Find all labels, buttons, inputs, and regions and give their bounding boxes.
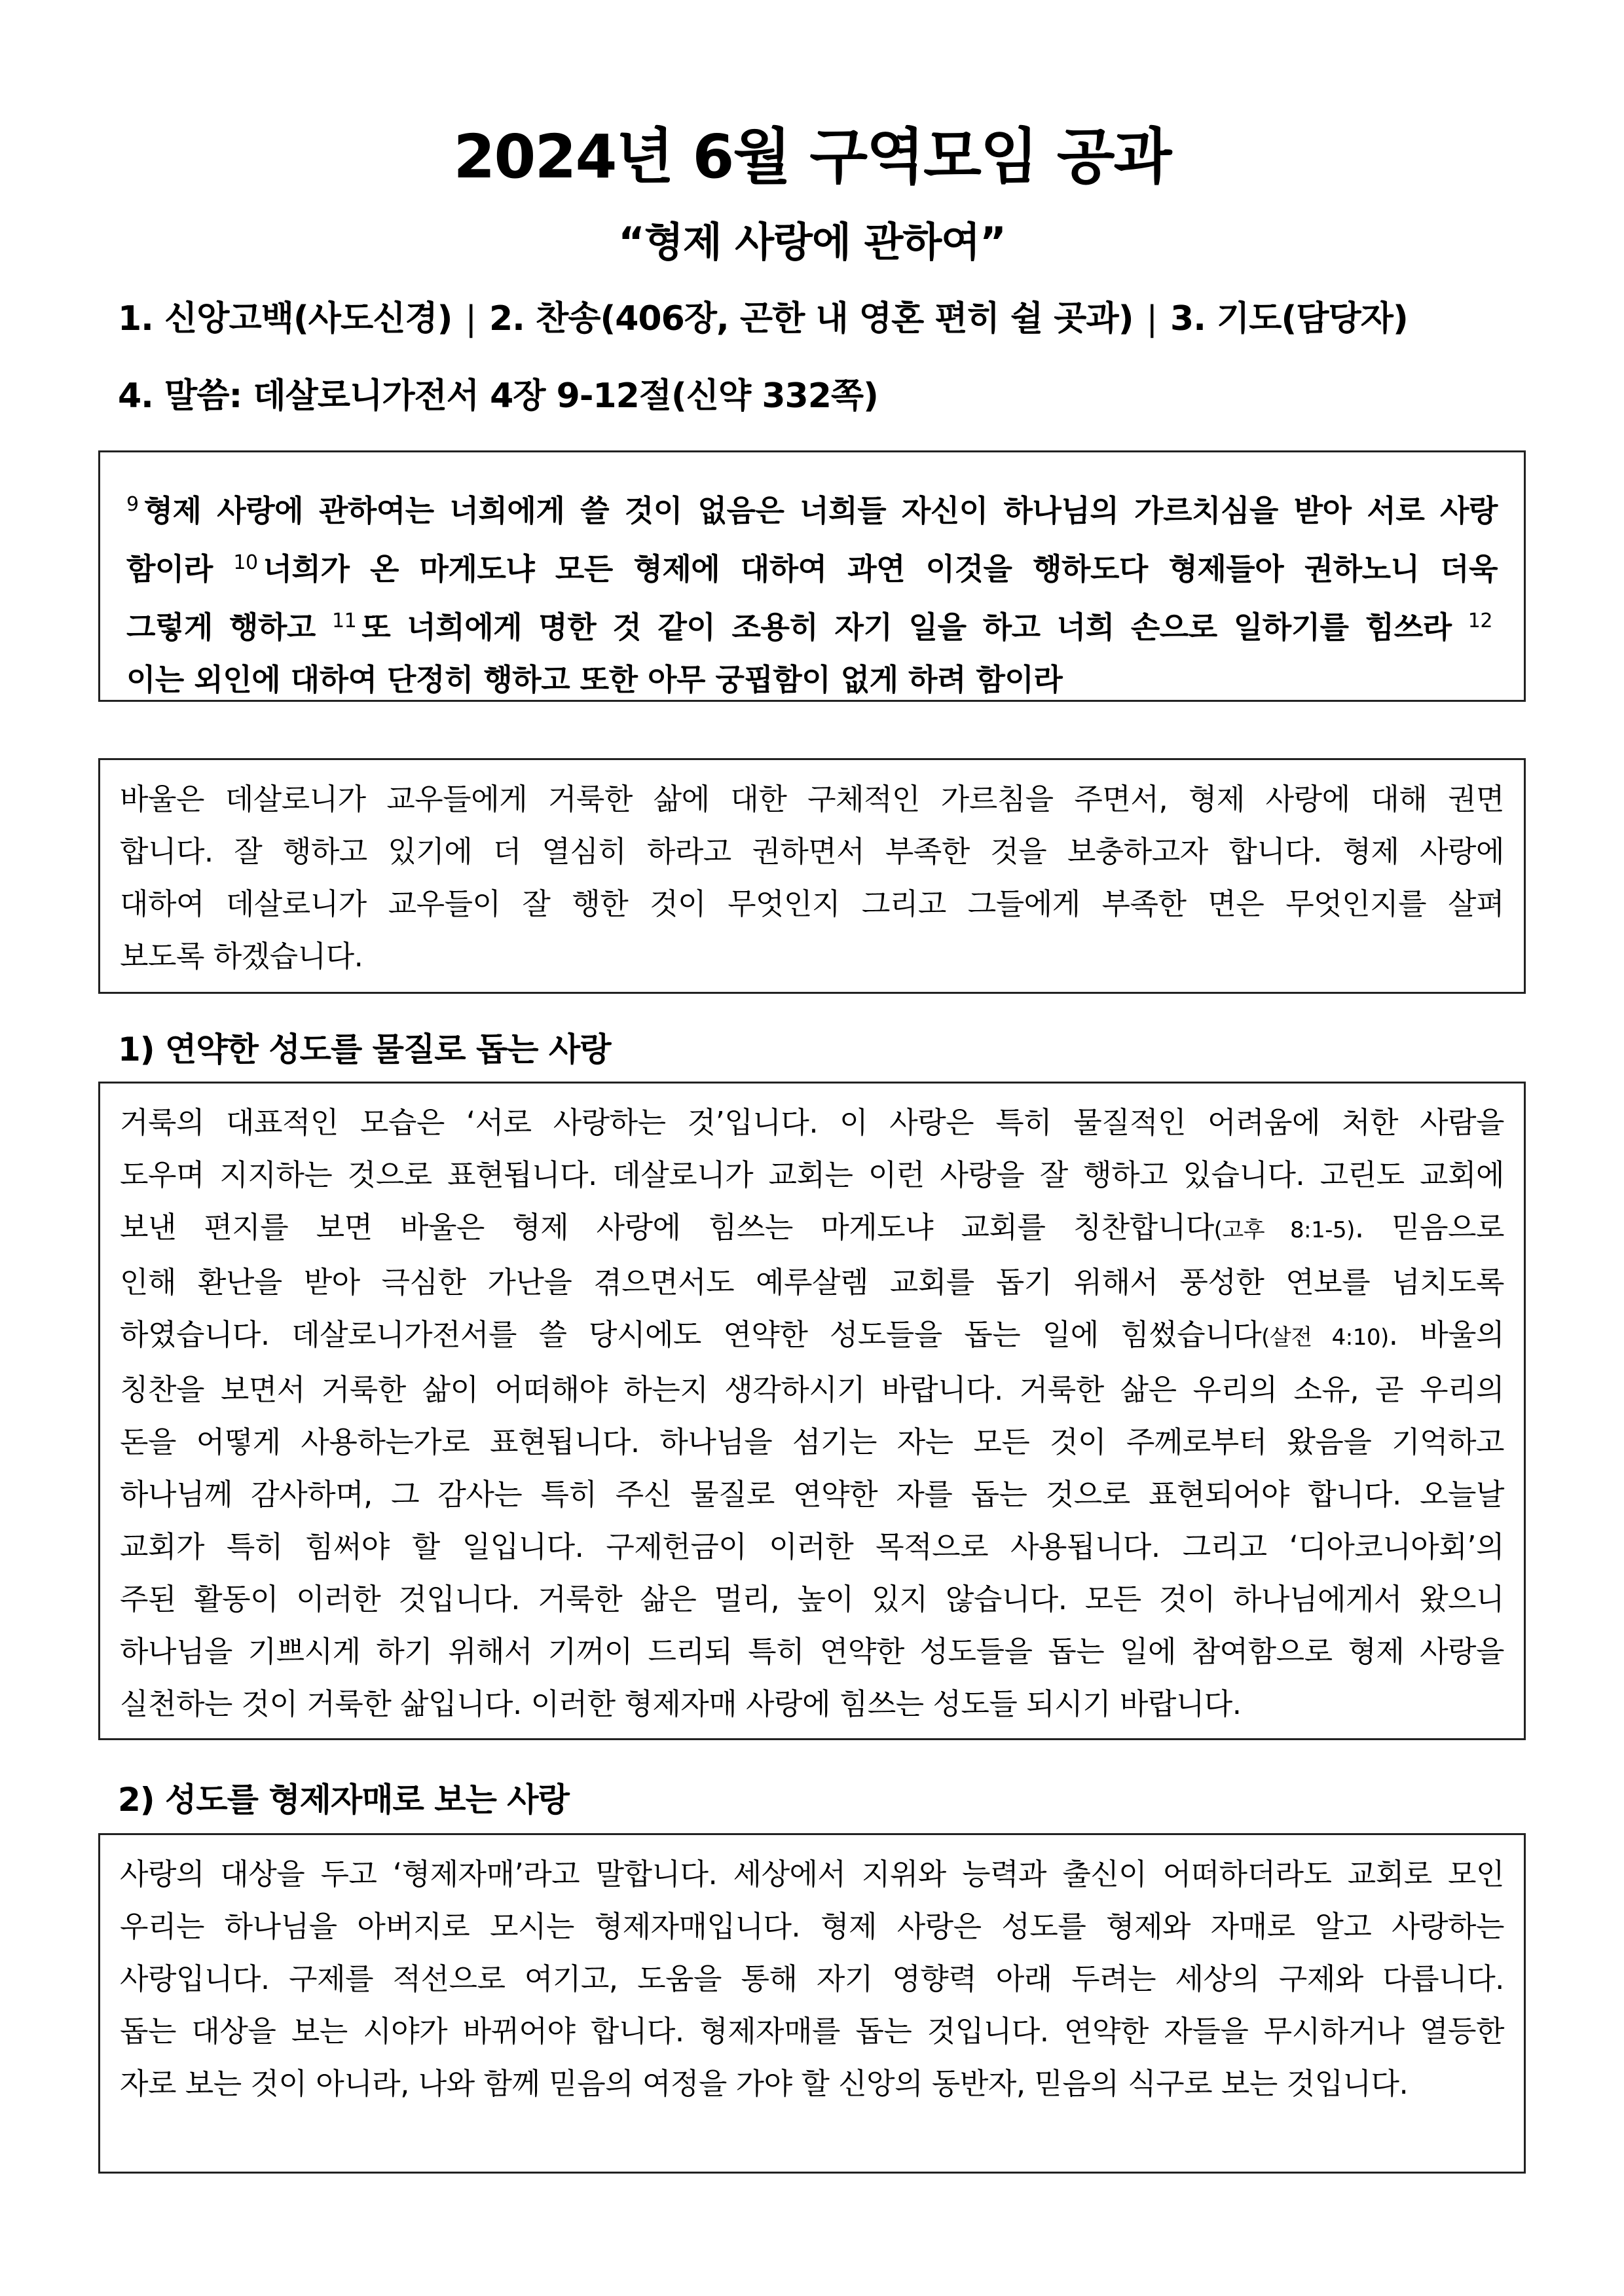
intro-line: 대하여 데살로니가 교우들이 잘 행한 것이 무엇인지 그리고 그들에게 부족한 면은 무엇인지를 살펴 xyxy=(120,886,1504,921)
verse-number: 11 xyxy=(332,610,357,632)
intro-box xyxy=(98,758,1526,994)
section-line xyxy=(120,1201,1504,1256)
intro-line: 보도록 하겠습니다. xyxy=(120,939,363,974)
intro-line: 바울은 데살로니가 교우들에게 거룩한 삶에 대한 구체적인 가르침을 주면서, 형제 사랑에 대해 권면 xyxy=(120,782,1504,816)
section-line: 하나님께 감사하며, 그 감사는 특히 주신 물질로 연약한 자를 돕는 것으로 표현되어야 합니다. 오늘날 xyxy=(120,1477,1504,1512)
verse-text: 형제 사랑에 관하여는 너희에게 쓸 것이 없음은 너희들 자신이 하나님의 가르치심을 받아 서로 사랑 xyxy=(143,493,1498,528)
section-line: 인해 환난을 받아 극심한 가난을 겪으면서도 예루살렘 교회를 돕기 위해서 풍성한 연보를 넘치도록 xyxy=(120,1265,1504,1300)
section-line: 거룩의 대표적인 모습은 ‘서로 사랑하는 것’입니다. 이 사랑은 특히 물질적인 어려움에 처한 사람을 xyxy=(120,1105,1504,1140)
order-separator: | xyxy=(1146,299,1158,338)
section-heading-2: 2) 성도를 형제자매로 보는 사랑 xyxy=(118,1781,569,1819)
section-line: 칭찬을 보면서 거룩한 삶이 어떠해야 하는지 생각하시기 바랍니다. 거룩한 삶은 우리의 소유, 곧 우리의 xyxy=(120,1372,1504,1407)
section-line: 우리는 하나님을 아버지로 모시는 형제자매입니다. 형제 사랑은 성도를 형제와 자매로 알고 사랑하는 xyxy=(120,1909,1504,1944)
section-line: 사랑입니다. 구제를 적선으로 여기고, 도움을 통해 자기 영향력 아래 두려는 세상의 구제와 다릅니다. xyxy=(120,1961,1504,1996)
worship-order-line-1 xyxy=(118,296,1408,342)
section-line: 도우며 지지하는 것으로 표현됩니다. 데살로니가 교회는 이런 사랑을 잘 행하고 있습니다. 고린도 교회에 xyxy=(120,1157,1504,1192)
order-item-prayer: 3. 기도(담당자) xyxy=(1170,299,1408,338)
section-line: 하나님을 기쁘시게 하기 위해서 기꺼이 드리되 특히 연약한 성도들을 돕는 일에 참여함으로 형제 사랑을 xyxy=(120,1634,1504,1669)
section-line: 돈을 어떻게 사용하는가로 표현됩니다. 하나님을 섬기는 자는 모든 것이 주께로부터 왔음을 기억하고 xyxy=(120,1425,1504,1459)
section-text: 보낸 편지를 보면 바울은 형제 사랑에 힘쓰는 마게도냐 교회를 칭찬합니다 xyxy=(120,1210,1214,1245)
section-line: 교회가 특히 힘써야 할 일입니다. 구제헌금이 이러한 목적으로 사용됩니다. 그리고 ‘디아코니아회’의 xyxy=(120,1529,1504,1564)
section-text: 하였습니다. 데살로니가전서를 쓸 당시에도 연약한 성도들을 돕는 일에 힘썼습니다 xyxy=(120,1317,1262,1352)
section-line xyxy=(120,1309,1504,1364)
section-2-box xyxy=(98,1833,1526,2174)
bible-reference: (살전 4:10) xyxy=(1261,1324,1389,1351)
verse-text: 이는 외인에 대하여 단정히 행하고 또한 아무 궁핍함이 없게 하려 함이라 xyxy=(126,662,1063,697)
verse-number: 10 xyxy=(233,551,258,574)
order-separator: | xyxy=(465,299,476,338)
order-item-hymn: 2. 찬송(406장, 곤한 내 영혼 편히 쉴 곳과) xyxy=(489,299,1134,338)
intro-line: 합니다. 잘 행하고 있기에 더 열심히 하라고 권하면서 부족한 것을 보충하고자 합니다. 형제 사랑에 xyxy=(120,834,1504,869)
order-item-scripture: 4. 말씀: 데살로니가전서 4장 9-12절(신약 332쪽) xyxy=(118,376,878,416)
page-title: 2024년 6월 구역모임 공과 xyxy=(453,122,1171,192)
section-text: . 믿음으로 xyxy=(1354,1210,1505,1245)
verse-text: 너희가 온 마게도냐 모든 형제에 대하여 과연 이것을 행하도다 형제들아 권하노니 더욱 xyxy=(263,551,1498,587)
section-line: 사랑의 대상을 두고 ‘형제자매’라고 말합니다. 세상에서 지위와 능력과 출신이 어떠하더라도 교회로 모인 xyxy=(120,1857,1504,1891)
section-line: 실천하는 것이 거룩한 삶입니다. 이러한 형제자매 사랑에 힘쓰는 성도들 되시기 바랍니다. xyxy=(120,1686,1242,1721)
verse-number: 12 xyxy=(1467,610,1492,632)
section-1-box xyxy=(98,1082,1526,1740)
verse-number: 9 xyxy=(126,493,139,516)
section-line: 돕는 대상을 보는 시야가 바뀌어야 합니다. 형제자매를 돕는 것입니다. 연약한 자들을 무시하거나 열등한 xyxy=(120,2014,1504,2049)
bible-reference: (고후 8:1-5) xyxy=(1213,1217,1355,1243)
scripture-line xyxy=(126,479,1498,537)
scripture-line xyxy=(126,595,1498,653)
scripture-line xyxy=(126,537,1498,595)
worship-order-line-2 xyxy=(118,373,878,419)
section-line: 자로 보는 것이 아니라, 나와 함께 믿음의 여정을 가야 할 신앙의 동반자, 믿음의 식구로 보는 것입니다. xyxy=(120,2066,1409,2101)
order-item-creed: 1. 신앙고백(사도신경) xyxy=(118,299,452,338)
verse-text: 함이라 xyxy=(126,551,234,587)
scripture-passage-box xyxy=(98,450,1526,702)
section-line: 주된 활동이 이러한 것입니다. 거룩한 삶은 멀리, 높이 있지 않습니다. 모든 것이 하나님에게서 왔으니 xyxy=(120,1582,1504,1616)
section-text: . 바울의 xyxy=(1388,1317,1504,1352)
scripture-line xyxy=(126,653,1498,706)
section-heading-1: 1) 연약한 성도를 물질로 돕는 사랑 xyxy=(118,1030,611,1068)
verse-text: 그렇게 행하고 xyxy=(126,610,333,645)
page-subtitle: “형제 사랑에 관하여” xyxy=(618,218,1006,266)
verse-text: 또 너희에게 명한 것 같이 조용히 자기 일을 하고 너희 손으로 일하기를 힘쓰라 xyxy=(361,610,1468,645)
